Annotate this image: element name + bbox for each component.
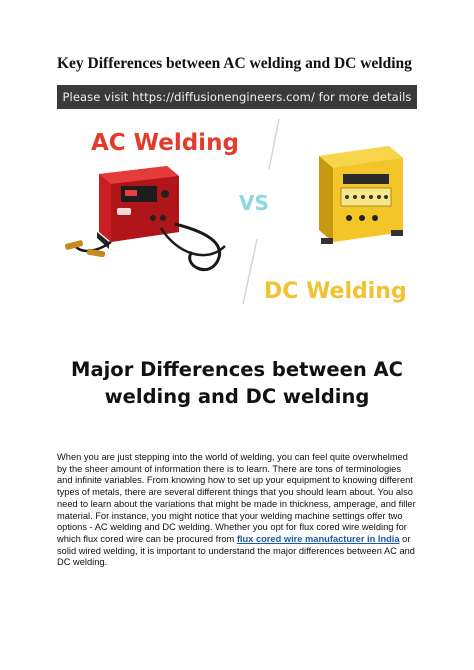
- diagonal-divider: [269, 119, 279, 169]
- diagonal-divider: [243, 239, 257, 304]
- website-banner: [57, 85, 417, 109]
- flux-cored-wire-link[interactable]: flux cored wire manufacturer in India: [236, 533, 400, 544]
- vs-label: VS: [239, 191, 269, 215]
- paragraph-text: When you are just stepping into the world of welding, you can feel quite overwhelmed by the sheer amount of information there is to learn. There are tons of terminologies and infinite variables. From knowing how to set up your equipment to knowing different types of metals, there are several different things that you should learn about. You also need to learn about the variations that might be made in thickness, amperage, and filler material. For instance, you might notice that your welding machine settings offer two options - AC welding and DC welding. Whether you opt for flux cored wire welding for which flux cored wire can be procured from: [57, 452, 416, 544]
- dc-welding-machine-icon: [319, 146, 403, 244]
- paragraph-text: or solid wired welding, it is important to understand the major differences between AC and DC welding.: [57, 533, 415, 568]
- dc-welding-label: DC Welding: [264, 279, 407, 304]
- banner-text: Please visit https://diffusionengineers.com/ for more details: [62, 90, 412, 104]
- document-title: Key Differences between AC welding and DC welding: [57, 55, 412, 72]
- section-heading-line: Major Differences between AC: [71, 358, 403, 381]
- body-paragraph: [57, 452, 419, 569]
- hero-image: [57, 114, 417, 329]
- section-heading: [60, 356, 414, 410]
- ac-welding-label: AC Welding: [91, 130, 239, 156]
- ac-welding-machine-icon: [65, 166, 225, 270]
- section-heading-line: welding and DC welding: [104, 385, 370, 408]
